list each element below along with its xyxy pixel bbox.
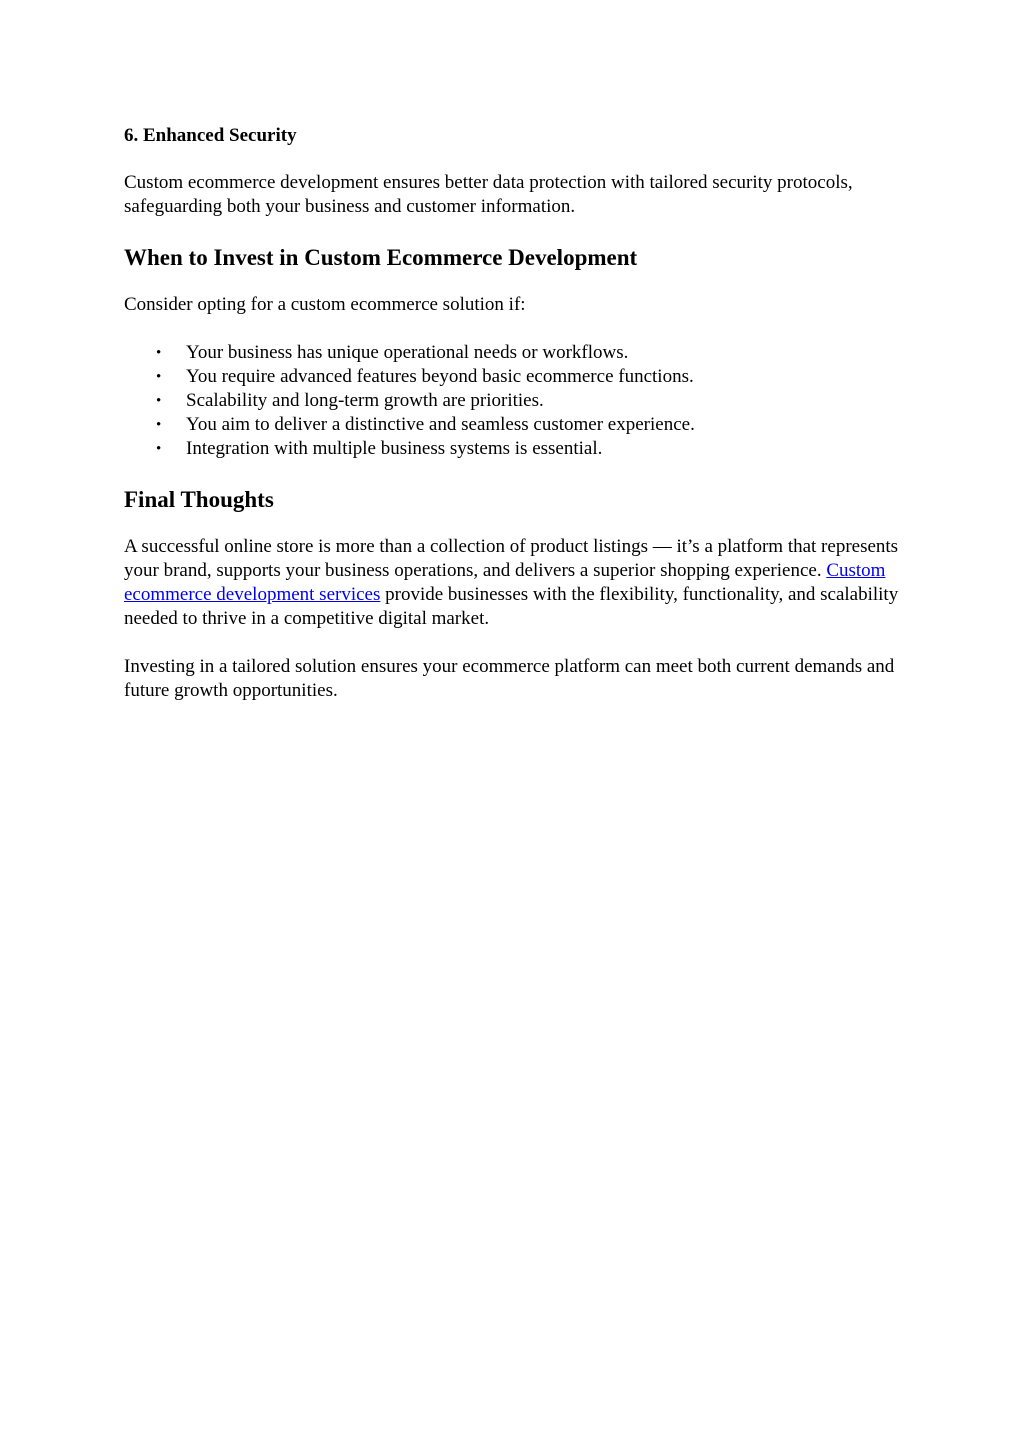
list-item-text: You require advanced features beyond basic ecommerce functions. <box>186 366 694 387</box>
list-item <box>124 365 904 389</box>
heading-enhanced-security: 6. Enhanced Security <box>124 125 297 146</box>
paragraph-final-1-start: A successful online store is more than a collection of product listings — it’s a platform that represents your brand, supports your business operations, and delivers a superior shopping experience. <box>124 536 899 581</box>
bullet-icon: • <box>156 345 162 361</box>
paragraph-invest-intro: Consider opting for a custom ecommerce solution if: <box>124 294 526 315</box>
list-item-text: Scalability and long-term growth are priorities. <box>186 390 544 411</box>
heading-final-thoughts: Final Thoughts <box>124 487 274 512</box>
heading-when-to-invest: When to Invest in Custom Ecommerce Development <box>124 245 638 270</box>
list-item-text: Integration with multiple business systems is essential. <box>186 438 603 459</box>
document-page <box>124 123 904 727</box>
bullet-icon: • <box>156 441 162 457</box>
list-item <box>124 341 904 365</box>
bullet-icon: • <box>156 369 162 385</box>
paragraph-final-1 <box>124 535 904 631</box>
list-item <box>124 413 904 437</box>
list-item-text: Your business has unique operational needs or workflows. <box>186 342 629 363</box>
list-item <box>124 437 904 461</box>
invest-criteria-list <box>124 341 904 461</box>
paragraph-final-2: Investing in a tailored solution ensures your ecommerce platform can meet both current demands and future growth opportunities. <box>124 656 895 701</box>
custom-ecommerce-services-link[interactable]: Custom ecommerce development services <box>124 560 886 605</box>
paragraph-final-1-end: provide businesses with the flexibility, functionality, and scalability needed to thrive in a competitive digital market. <box>124 584 899 629</box>
paragraph-security: Custom ecommerce development ensures better data protection with tailored security protocols, safeguarding both your business and customer information. <box>124 172 853 217</box>
bullet-icon: • <box>156 417 162 433</box>
list-item-text: You aim to deliver a distinctive and seamless customer experience. <box>186 414 695 435</box>
list-item <box>124 389 904 413</box>
bullet-icon: • <box>156 393 162 409</box>
